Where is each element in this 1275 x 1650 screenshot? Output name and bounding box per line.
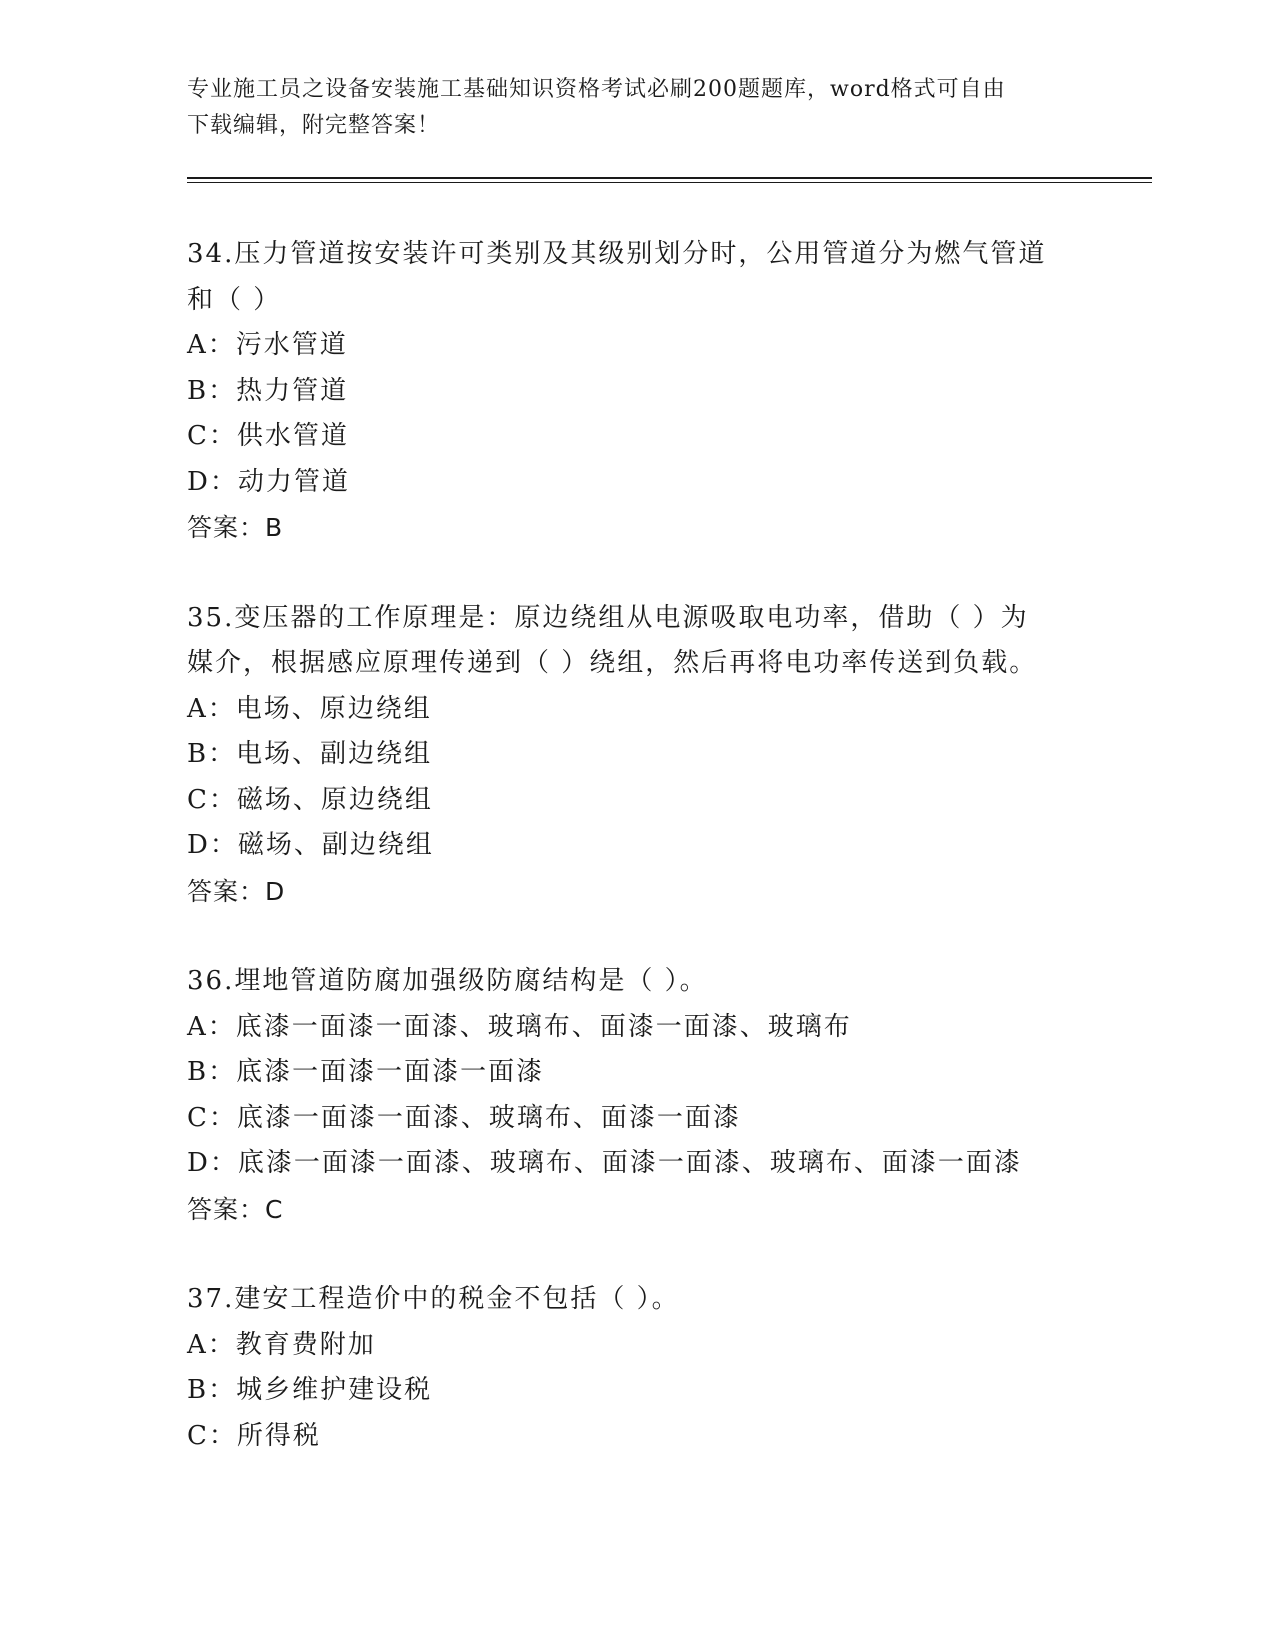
option-b: B：电场、副边绕组 xyxy=(187,739,433,769)
option-b: B：底漆一面漆一面漆一面漆 xyxy=(187,1057,545,1087)
question-35 xyxy=(187,596,1087,915)
option-d: D：底漆一面漆一面漆、玻璃布、面漆一面漆、玻璃布、面漆一面漆 xyxy=(187,1148,1022,1178)
option-c: C：磁场、原边绕组 xyxy=(187,784,433,815)
option-a: A：污水管道 xyxy=(187,330,348,360)
question-stem-continued: 和（ ） xyxy=(187,284,282,315)
option-a: A：电场、原边绕组 xyxy=(187,693,432,724)
question-34 xyxy=(187,232,1087,551)
answer: 答案：B xyxy=(187,513,284,542)
option-b: B：热力管道 xyxy=(187,375,349,406)
question-stem: 37.建安工程造价中的税金不包括（ ）。 xyxy=(187,1284,680,1314)
option-a: A：教育费附加 xyxy=(187,1329,376,1360)
option-c: C：所得税 xyxy=(187,1420,321,1451)
question-stem: 34.压力管道按安装许可类别及其级别划分时，公用管道分为燃气管道 xyxy=(187,239,1047,269)
answer: 答案：D xyxy=(187,876,286,906)
header-rule-thin xyxy=(187,182,1152,183)
header-line-2: 下载编辑，附完整答案！ xyxy=(187,113,441,138)
answer: 答案：C xyxy=(187,1194,284,1224)
question-stem-continued: 媒介，根据感应原理传递到（ ）绕组，然后再将电功率传送到负载。 xyxy=(187,648,1038,678)
option-d: D：磁场、副边绕组 xyxy=(187,830,434,860)
option-b: B：城乡维护建设税 xyxy=(187,1375,433,1405)
option-c: C：底漆一面漆一面漆、玻璃布、面漆一面漆 xyxy=(187,1102,741,1133)
question-37 xyxy=(187,1277,1087,1459)
option-c: C：供水管道 xyxy=(187,421,349,451)
option-d: D：动力管道 xyxy=(187,466,350,497)
question-stem: 36.埋地管道防腐加强级防腐结构是（ ）。 xyxy=(187,966,708,996)
option-a: A：底漆一面漆一面漆、玻璃布、面漆一面漆、玻璃布 xyxy=(187,1011,852,1042)
question-list xyxy=(187,232,1087,1504)
question-stem: 35.变压器的工作原理是：原边绕组从电源吸取电功率，借助（ ）为 xyxy=(187,602,1029,633)
document-header xyxy=(187,72,1067,144)
header-line-1: 专业施工员之设备安装施工基础知识资格考试必刷200题题库，word格式可自由 xyxy=(187,77,1006,102)
header-rule-thick xyxy=(187,177,1152,179)
question-36 xyxy=(187,959,1087,1232)
